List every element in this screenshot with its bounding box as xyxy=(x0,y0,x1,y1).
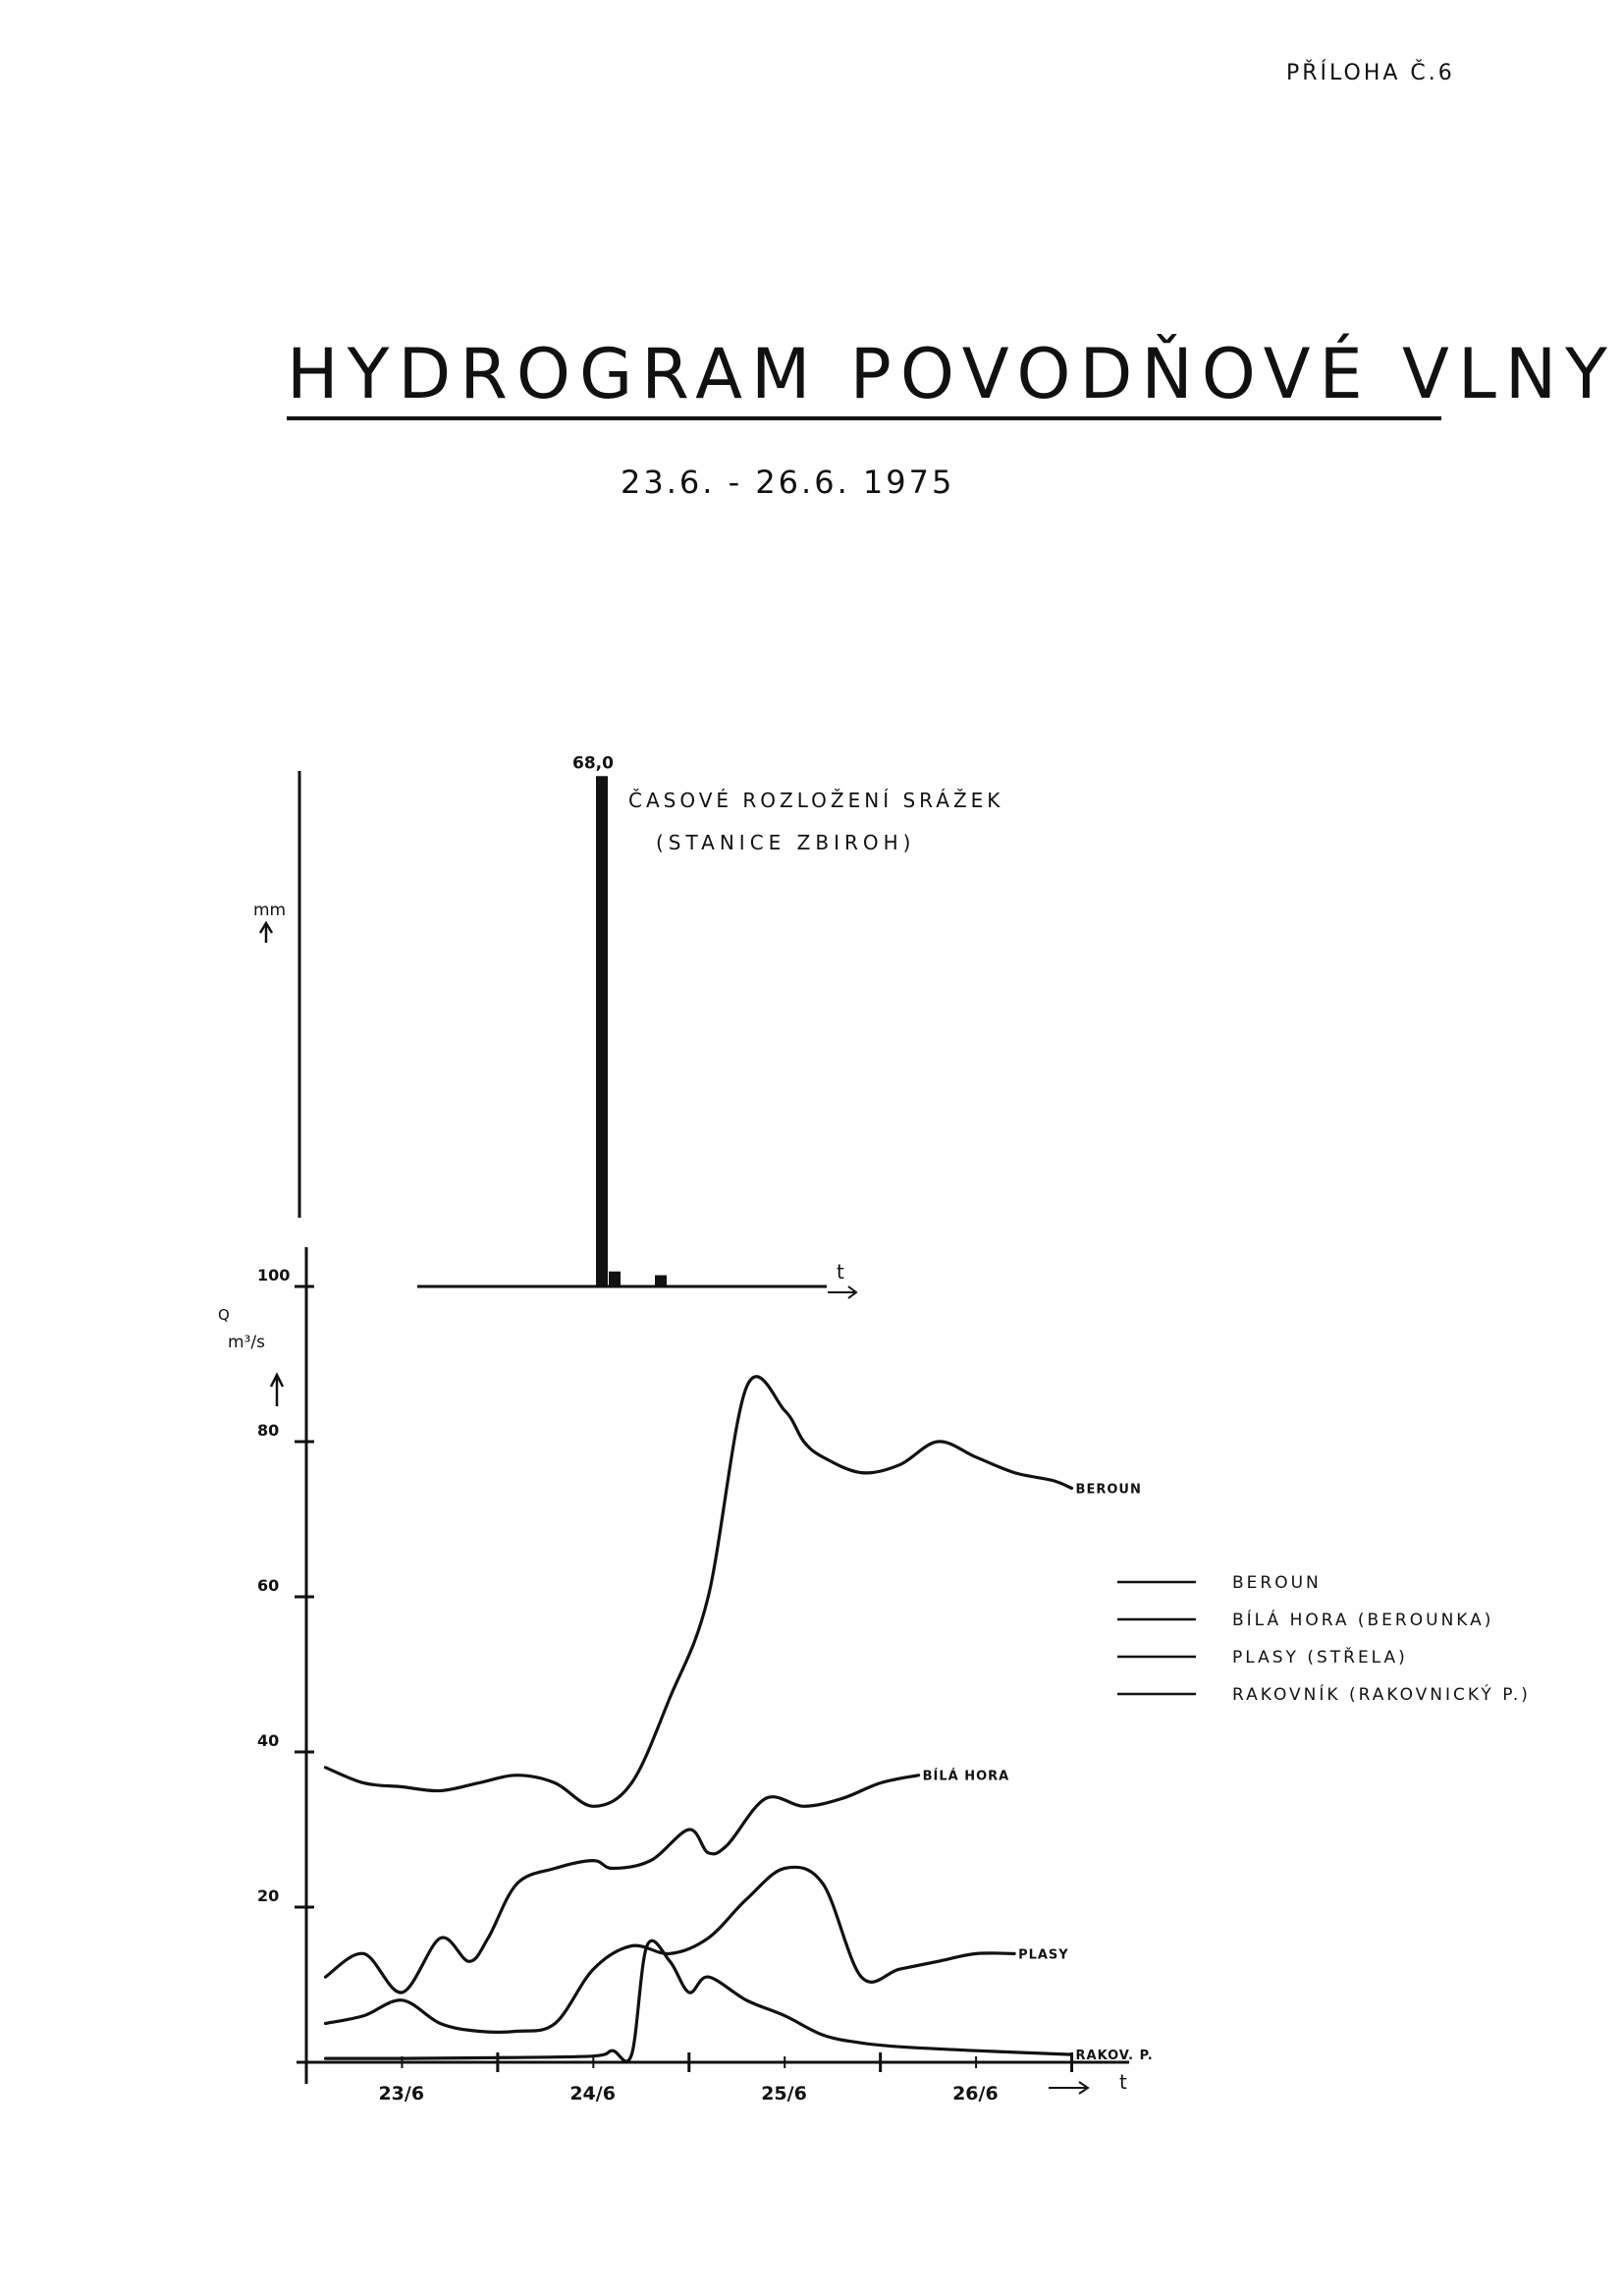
legend-label-plasy: PLASY (STŘELA) xyxy=(1232,1648,1408,1667)
precip-bars xyxy=(572,753,667,1286)
precipitation-chart xyxy=(253,753,1003,1298)
discharge-x-label: t xyxy=(1119,2070,1127,2094)
discharge-y-label-unit: m³/s xyxy=(228,1333,265,1352)
precip-y-label: mm xyxy=(253,901,287,920)
series-end-label-beroun: BEROUN xyxy=(1075,1482,1142,1498)
series-line-rakovnik xyxy=(326,1941,1072,2061)
series-line-beroun xyxy=(326,1377,1072,1807)
precip-bar-1 xyxy=(609,1272,621,1286)
legend-label-rakovnik: RAKOVNÍK (RAKOVNICKÝ P.) xyxy=(1232,1685,1531,1705)
series-line-bila-hora xyxy=(326,1776,919,1993)
y-tick-label-40: 40 xyxy=(257,1731,280,1750)
x-tick-label-24/6: 24/6 xyxy=(569,2083,616,2105)
series-line-plasy xyxy=(326,1867,1015,2032)
discharge-axis-ticks xyxy=(257,1266,1072,2105)
precip-bar-2 xyxy=(655,1276,667,1286)
precip-x-arrow xyxy=(828,1286,856,1298)
date-range: 23.6. - 26.6. 1975 xyxy=(621,464,955,501)
legend-label-bila-hora: BÍLÁ HORA (BEROUNKA) xyxy=(1232,1611,1494,1630)
x-tick-label-26/6: 26/6 xyxy=(952,2083,999,2105)
precip-chart-title: ČASOVÉ ROZLOŽENÍ SRÁŽEK xyxy=(628,789,1004,812)
precip-bar-0 xyxy=(596,776,608,1286)
x-tick-label-25/6: 25/6 xyxy=(761,2083,807,2105)
y-tick-label-20: 20 xyxy=(257,1886,280,1905)
x-tick-label-23/6: 23/6 xyxy=(378,2083,425,2105)
legend-label-beroun: BEROUN xyxy=(1232,1573,1322,1593)
precip-x-label: t xyxy=(837,1260,844,1284)
discharge-chart xyxy=(218,1247,1531,2105)
y-tick-label-80: 80 xyxy=(257,1421,280,1440)
series-end-label-rakovnik: RAKOV. P. xyxy=(1075,2049,1154,2064)
series-end-label-plasy: PLASY xyxy=(1018,1947,1069,1963)
discharge-y-arrow xyxy=(271,1375,283,1406)
discharge-x-arrow xyxy=(1049,2082,1088,2094)
series-end-label-bila-hora: BÍLÁ HORA xyxy=(922,1769,1010,1784)
annex-label: PŘÍLOHA Č.6 xyxy=(1286,61,1455,85)
discharge-legend xyxy=(1117,1573,1531,1705)
y-tick-label-100: 100 xyxy=(257,1266,291,1285)
discharge-series xyxy=(326,1377,1154,2063)
page-title: HYDROGRAM POVODŇOVÉ VLNY xyxy=(287,334,1616,414)
y-tick-label-60: 60 xyxy=(257,1576,280,1595)
precip-bar-label-0: 68,0 xyxy=(572,753,614,774)
discharge-y-label-q: Q xyxy=(218,1306,230,1324)
precip-chart-subtitle: (STANICE ZBIROH) xyxy=(656,831,916,854)
